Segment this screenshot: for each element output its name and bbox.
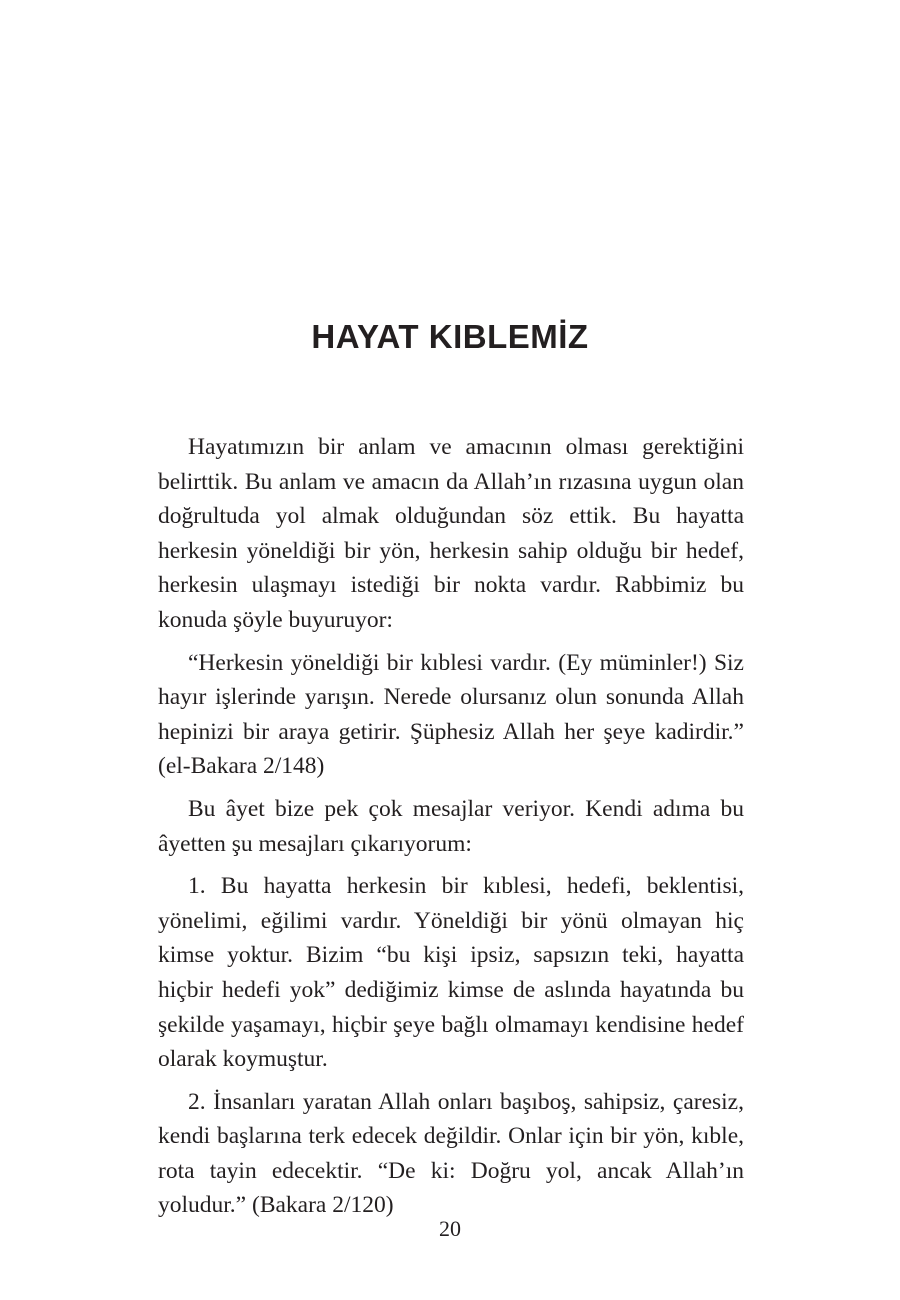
paragraph-item-1: 1. Bu hayatta herkesin bir kıblesi, hedefi, beklentisi, yönelimi, eğilimi vardır. Yöneldiği bir yönü olmayan hiç kimse yoktur. Bizim “bu kişi ipsiz, sapsızın teki, hayatta hiçbir hedefi yok” dediğimiz kimse de aslında hayatında bu şekilde yaşamayı, hiçbir şeye bağlı olmamayı kendisine hedef olarak koymuştur. [158,873,744,1073]
chapter-title: HAYAT KIBLEMİZ [311,318,589,355]
page-number: 20 [439,1216,461,1241]
paragraph-message-intro: Bu âyet bize pek çok mesajlar veriyor. Kendi adıma bu âyetten şu mesajları çıkarıyorum: [158,795,744,857]
paragraph-quote: “Herkesin yöneldiği bir kıblesi vardır. (Ey müminler!) Siz hayır işlerinde yarışın. Nerede olursanız olun sonunda Allah hepinizi bir araya getirir. Şüphesiz Allah her şeye kadirdir.” (el-Bakara 2/148) [158,649,744,780]
paragraph-item-2: 2. İnsanları yaratan Allah onları başıboş, sahipsiz, çaresiz, kendi başlarına terk edecek değildir. Onlar için bir yön, kıble, rota tayin edecektir. “De ki: Doğru yol, ancak Allah’ın yoludur.” (Bakara 2/120) [158,1088,744,1219]
body-text [158,430,744,1231]
paragraph-intro: Hayatımızın bir anlam ve amacının olması gerektiğini belirttik. Bu anlam ve amacın da Allah’ın rızasına uygun olan doğrultuda yol almak olduğundan söz ettik. Bu hayatta herkesin yöneldiği bir yön, herkesin sahip olduğu bir hedef, herkesin ulaşmayı istediği bir nokta vardır. Rabbimiz bu konuda şöyle buyuruyor: [158,434,744,633]
